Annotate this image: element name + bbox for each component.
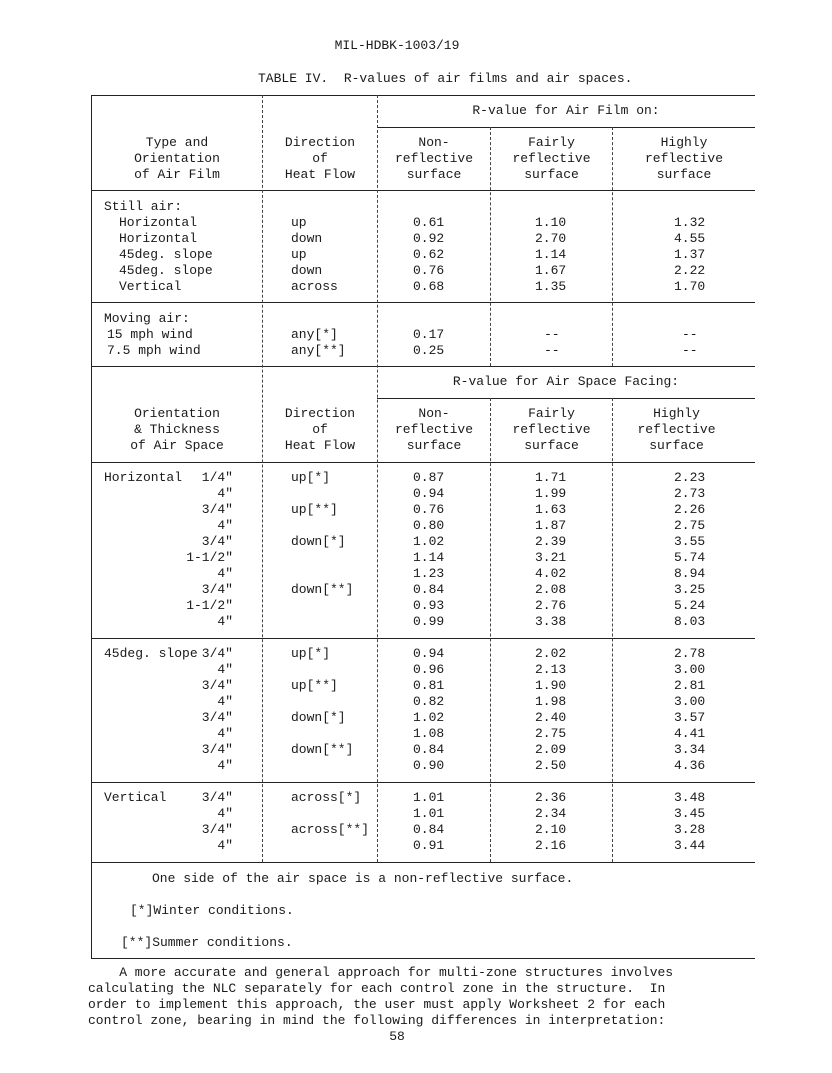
value-non-reflective: 0.92 [413,231,445,246]
rule-film-header [91,190,755,191]
value-highly-reflective: 3.45 [674,806,706,821]
divider-col3 [377,95,378,862]
value-fairly-reflective: 1.90 [535,678,567,693]
value-non-reflective: 0.68 [413,279,445,294]
air-space-thickness: 3/4" [201,582,233,597]
value-non-reflective: 0.80 [413,518,445,533]
value-non-reflective: 0.84 [413,822,445,837]
value-fairly-reflective: -- [544,327,560,342]
air-space-orientation: 45deg. slope [104,646,198,661]
film-group-header: R-value for Air Film on: [472,103,660,118]
value-fairly-reflective: 2.75 [535,726,567,741]
divider-col5-space [612,398,613,862]
space-col1-header-1: Orientation [134,406,220,421]
air-space-thickness: 3/4" [201,742,233,757]
film-col3-header-1: Non- [418,135,450,150]
rule-vertical [91,862,755,863]
heat-flow-direction: up[**] [291,502,338,517]
divider-col2 [262,95,263,862]
air-space-thickness: 1/4" [201,470,233,485]
space-col3-header-1: Non- [418,406,450,421]
note-non-reflective: One side of the air space is a non-reflective surface. [152,871,574,886]
rule-space-group-header [377,398,755,399]
value-highly-reflective: 1.32 [674,215,706,230]
value-highly-reflective: 3.57 [674,710,706,725]
space-col1-header-3: of Air Space [130,438,224,453]
air-space-thickness: 4" [217,486,233,501]
value-fairly-reflective: 4.02 [535,566,567,581]
heat-flow-direction: up [291,215,307,230]
value-fairly-reflective: 3.38 [535,614,567,629]
value-highly-reflective: 3.34 [674,742,706,757]
heat-flow-direction: up[**] [291,678,338,693]
body-line-4: control zone, bearing in mind the following differences in interpretation: [88,1013,666,1028]
value-highly-reflective: 2.26 [674,502,706,517]
heat-flow-direction: up[*] [291,646,331,661]
value-fairly-reflective: 1.71 [535,470,567,485]
air-space-thickness: 4" [217,806,233,821]
film-col4-header-1: Fairly [528,135,575,150]
space-col4-header-1: Fairly [528,406,575,421]
space-col3-header-2: reflective [394,422,473,437]
value-non-reflective: 0.81 [413,678,445,693]
value-non-reflective: 0.84 [413,582,445,597]
value-non-reflective: 1.23 [413,566,445,581]
body-line-1: A more accurate and general approach for multi-zone structures involves [88,965,674,980]
still-air-title: Still air: [104,199,183,214]
value-fairly-reflective: 1.10 [535,215,567,230]
value-non-reflective: 0.90 [413,758,445,773]
value-non-reflective: 0.76 [413,263,445,278]
air-space-thickness: 3/4" [201,502,233,517]
air-space-thickness: 1-1/2" [186,598,233,613]
table-title: TABLE IV. R-values of air films and air spaces. [258,71,633,86]
film-type-label: 15 mph wind [107,327,193,342]
value-fairly-reflective: 2.40 [535,710,567,725]
value-fairly-reflective: 2.02 [535,646,567,661]
value-non-reflective: 1.02 [413,534,445,549]
heat-flow-direction: across[*] [291,790,362,805]
value-highly-reflective: 5.74 [674,550,706,565]
film-col3-header-3: surface [406,167,462,182]
value-highly-reflective: 4.41 [674,726,706,741]
value-non-reflective: 0.99 [413,614,445,629]
heat-flow-direction: across[**] [291,822,370,837]
value-fairly-reflective: 1.63 [535,502,567,517]
heat-flow-direction: up[*] [291,470,331,485]
air-space-thickness: 3/4" [201,790,233,805]
heat-flow-direction: down [291,263,323,278]
value-non-reflective: 0.87 [413,470,445,485]
film-col5-header-3: surface [656,167,712,182]
value-fairly-reflective: 2.13 [535,662,567,677]
value-fairly-reflective: 2.16 [535,838,567,853]
value-non-reflective: 0.94 [413,646,445,661]
value-highly-reflective: 2.75 [674,518,706,533]
air-space-thickness: 4" [217,726,233,741]
value-highly-reflective: 1.37 [674,247,706,262]
space-col1-header-2: & Thickness [134,422,220,437]
value-fairly-reflective: 2.10 [535,822,567,837]
rule-moving-air [91,366,755,367]
value-highly-reflective: 3.00 [674,694,706,709]
film-col3-header-2: reflective [394,151,473,166]
film-col1-header-2: Orientation [134,151,220,166]
value-non-reflective: 0.96 [413,662,445,677]
value-highly-reflective: 3.44 [674,838,706,853]
value-highly-reflective: 3.48 [674,790,706,805]
rule-still-air [91,302,755,303]
air-space-thickness: 4" [217,838,233,853]
value-fairly-reflective: 2.76 [535,598,567,613]
air-space-thickness: 4" [217,518,233,533]
value-highly-reflective: -- [682,327,698,342]
heat-flow-direction: down[**] [291,582,354,597]
moving-air-title: Moving air: [104,311,190,326]
heat-flow-direction: down [291,231,323,246]
value-non-reflective: 0.17 [413,327,445,342]
heat-flow-direction: down[**] [291,742,354,757]
film-type-label: 7.5 mph wind [107,343,201,358]
value-non-reflective: 1.02 [413,710,445,725]
value-non-reflective: 0.61 [413,215,445,230]
value-non-reflective: 0.84 [413,742,445,757]
film-col4-header-3: surface [524,167,579,182]
note-winter: [*]Winter conditions. [130,903,294,918]
value-non-reflective: 0.82 [413,694,445,709]
rule-left [91,95,92,959]
air-space-thickness: 3/4" [201,534,233,549]
heat-flow-direction: down[*] [291,710,346,725]
air-space-thickness: 3/4" [201,822,233,837]
body-line-2: calculating the NLC separately for each control zone in the structure. In [88,981,666,996]
film-type-label: 45deg. slope [119,247,213,262]
value-highly-reflective: 2.73 [674,486,706,501]
value-highly-reflective: 3.00 [674,662,706,677]
value-fairly-reflective: 1.35 [535,279,567,294]
air-space-thickness: 4" [217,662,233,677]
value-fairly-reflective: 2.09 [535,742,567,757]
value-highly-reflective: 3.28 [674,822,706,837]
body-line-3: order to implement this approach, the user must apply Worksheet 2 for each [88,997,666,1012]
value-fairly-reflective: 2.39 [535,534,567,549]
space-col5-header-1: Highly [653,406,700,421]
film-col4-header-2: reflective [512,151,591,166]
air-space-thickness: 3/4" [201,646,233,661]
doc-id: MIL-HDBK-1003/19 [334,38,460,53]
value-fairly-reflective: 1.14 [535,247,567,262]
air-space-thickness: 1-1/2" [186,550,233,565]
rule-slope [91,782,755,783]
air-space-thickness: 3/4" [201,710,233,725]
value-highly-reflective: 2.78 [674,646,706,661]
space-col4-header-2: reflective [512,422,591,437]
divider-col4-space [490,398,491,862]
value-highly-reflective: 5.24 [674,598,706,613]
film-col1-header-1: Type and [145,135,209,150]
rule-group-header [377,127,755,128]
note-summer: [**]Summer conditions. [121,935,293,950]
film-col2-header-2: of [312,151,328,166]
value-fairly-reflective: 1.99 [535,486,567,501]
film-col1-header-3: of Air Film [134,167,220,182]
value-highly-reflective: 1.70 [674,279,706,294]
space-col5-header-3: surface [649,438,704,453]
heat-flow-direction: across [291,279,338,294]
heat-flow-direction: up [291,247,307,262]
value-non-reflective: 1.08 [413,726,445,741]
air-space-thickness: 4" [217,614,233,629]
value-non-reflective: 1.14 [413,550,445,565]
value-fairly-reflective: 2.36 [535,790,567,805]
film-type-label: Vertical [119,279,182,294]
value-highly-reflective: 8.03 [674,614,706,629]
film-col5-header-2: reflective [644,151,723,166]
space-col2-header-3: Heat Flow [284,438,356,453]
page-number: 58 [389,1029,405,1044]
rule-top [91,95,755,96]
film-type-label: Horizontal [119,231,198,246]
value-highly-reflective: 3.25 [674,582,706,597]
value-highly-reflective: 2.81 [674,678,706,693]
air-space-thickness: 3/4" [201,678,233,693]
rule-horizontal [91,638,755,639]
value-non-reflective: 1.01 [413,806,445,821]
value-non-reflective: 0.94 [413,486,445,501]
space-col3-header-3: surface [406,438,462,453]
air-space-orientation: Vertical [104,790,167,805]
value-fairly-reflective: 1.98 [535,694,567,709]
value-non-reflective: 0.93 [413,598,445,613]
value-fairly-reflective: 3.21 [535,550,567,565]
value-fairly-reflective: 2.70 [535,231,567,246]
space-col2-header-2: of [312,422,328,437]
space-col4-header-3: surface [524,438,579,453]
air-space-orientation: Horizontal [104,470,183,485]
film-col5-header-1: Highly [660,135,708,150]
air-space-thickness: 4" [217,566,233,581]
value-non-reflective: 0.62 [413,247,445,262]
film-type-label: 45deg. slope [119,263,213,278]
film-col2-header-1: Direction [284,135,356,150]
value-fairly-reflective: 2.34 [535,806,567,821]
value-fairly-reflective: -- [544,343,560,358]
value-fairly-reflective: 2.50 [535,758,567,773]
value-non-reflective: 0.91 [413,838,445,853]
heat-flow-direction: any[*] [291,327,338,342]
film-type-label: Horizontal [119,215,198,230]
heat-flow-direction: down[*] [291,534,346,549]
value-highly-reflective: 4.55 [674,231,706,246]
space-col5-header-2: reflective [637,422,716,437]
value-highly-reflective: 4.36 [674,758,706,773]
space-group-header: R-value for Air Space Facing: [452,374,680,389]
value-highly-reflective: 2.23 [674,470,706,485]
value-non-reflective: 0.76 [413,502,445,517]
space-col2-header-1: Direction [284,406,356,421]
rule-bottom [91,958,755,959]
value-fairly-reflective: 2.08 [535,582,567,597]
value-fairly-reflective: 1.67 [535,263,567,278]
air-space-thickness: 4" [217,758,233,773]
value-highly-reflective: 2.22 [674,263,706,278]
rule-space-header [91,462,755,463]
value-fairly-reflective: 1.87 [535,518,567,533]
film-col2-header-3: Heat Flow [284,167,356,182]
value-highly-reflective: 8.94 [674,566,706,581]
heat-flow-direction: any[**] [291,343,346,358]
value-non-reflective: 0.25 [413,343,445,358]
value-non-reflective: 1.01 [413,790,445,805]
value-highly-reflective: -- [682,343,698,358]
air-space-thickness: 4" [217,694,233,709]
value-highly-reflective: 3.55 [674,534,706,549]
